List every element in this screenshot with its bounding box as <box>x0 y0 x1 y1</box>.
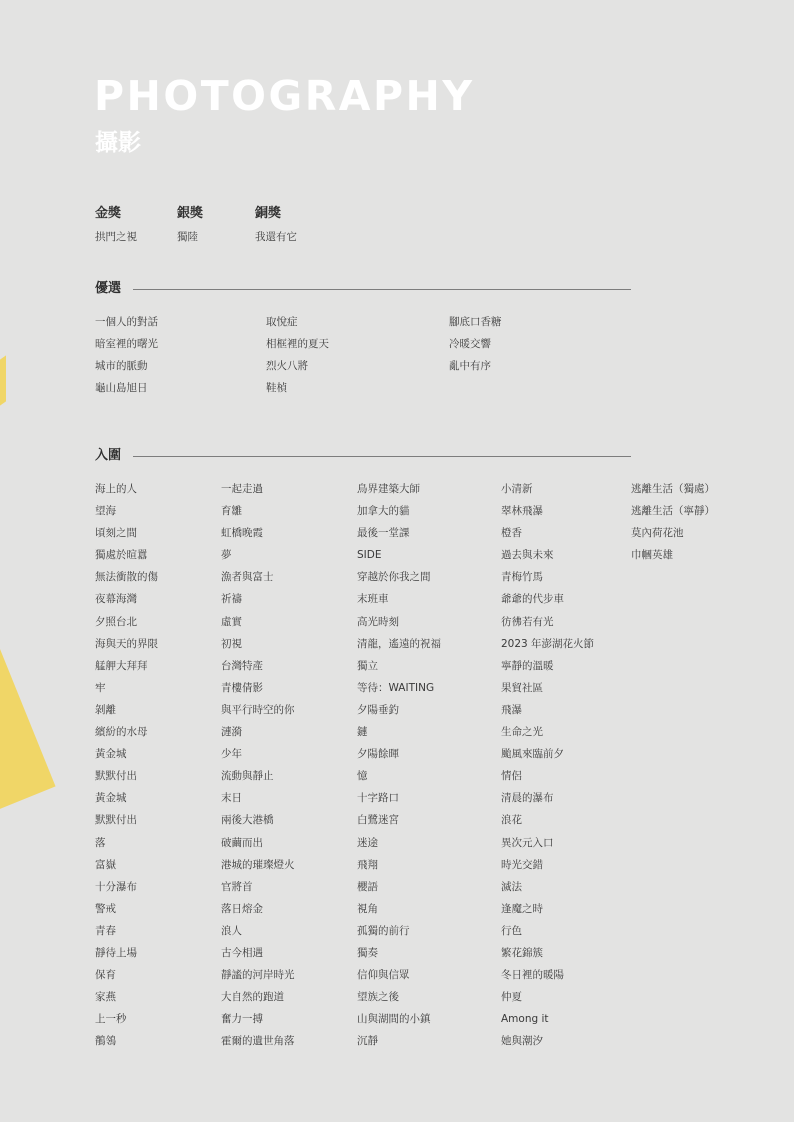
finalists-entry: 橙香 <box>501 527 522 540</box>
finalists-entry: 末日 <box>221 792 242 805</box>
finalists-entry: 黃金城 <box>95 748 127 761</box>
finalists-entry: 落日熔金 <box>221 902 263 915</box>
finalists-entry: 繁花錦簇 <box>501 946 543 959</box>
finalists-entry: 繽紛的水母 <box>95 726 148 739</box>
finalists-entry: 兩後大港橋 <box>221 814 274 827</box>
finalists-entry: 生命之光 <box>501 726 543 739</box>
finalists-entry: 山與湖間的小鎮 <box>357 1013 431 1026</box>
finalists-entry: 流動與靜止 <box>221 770 274 783</box>
finalists-entry: 憶 <box>357 770 368 783</box>
merit-entry: 烈火八將 <box>266 360 308 373</box>
finalists-entry: 獨奏 <box>357 946 378 959</box>
merit-entry: 暗室裡的曙光 <box>95 338 158 351</box>
finalists-entry: 黃金城 <box>95 792 127 805</box>
finalists-entry: 一起走過 <box>221 483 263 495</box>
finalists-entry: 奮力一搏 <box>221 1013 263 1026</box>
yellow-accent-shape-top <box>0 355 6 426</box>
finalists-entry: 過去與未來 <box>501 549 554 562</box>
finalists-entry: 信仰與信眾 <box>357 969 410 982</box>
finalists-entry: 望族之後 <box>357 991 399 1004</box>
finalists-entry: 巾幗英雄 <box>631 549 673 562</box>
finalists-entry: 大自然的跑道 <box>221 991 284 1004</box>
finalists-entry: 夢 <box>221 549 232 562</box>
finalists-entry: 虛實 <box>221 615 242 628</box>
finalists-entry: 鳥界建築大師 <box>357 483 420 495</box>
merit-entry: 腳底口香糖 <box>449 316 502 328</box>
finalists-entry: 育雛 <box>221 505 242 518</box>
finalists-entry: 霍爾的遺世角落 <box>221 1035 295 1048</box>
finalists-entry: 果貿社區 <box>501 681 543 694</box>
merit-label: 優選 <box>95 281 122 296</box>
merit-heading <box>95 280 631 298</box>
finalists-entry: 保育 <box>95 969 116 982</box>
finalists-entry: 落 <box>95 836 106 849</box>
finalists-entry: 時光交錯 <box>501 858 543 871</box>
finalists-entry: 少年 <box>221 748 242 761</box>
finalists-entry: 祈禱 <box>221 593 242 606</box>
finalists-column-2 <box>221 482 295 1056</box>
finalists-entry: 迷途 <box>357 836 378 849</box>
award-silver-label: 銀獎 <box>177 206 204 221</box>
finalists-entry: 台灣特產 <box>221 659 263 672</box>
merit-entry: 冷暖交響 <box>449 338 491 351</box>
merit-entry: 亂中有序 <box>449 360 491 373</box>
finalists-entry: 海上的人 <box>95 483 137 495</box>
finalists-entry: 夜幕海灣 <box>95 593 137 606</box>
merit-entry: 相框裡的夏天 <box>266 338 329 351</box>
award-silver-work: 獨陸 <box>177 231 198 243</box>
finalists-entry: 虹橋晚霞 <box>221 527 263 540</box>
award-silver <box>177 205 203 244</box>
finalists-column-4 <box>501 482 594 1056</box>
finalists-divider <box>133 456 631 457</box>
finalists-entry: 浪人 <box>221 924 242 937</box>
finalists-entry: 飛瀑 <box>501 703 522 716</box>
finalists-entry: 富嶽 <box>95 858 116 871</box>
finalists-entry: 加拿大的貓 <box>357 505 410 518</box>
finalists-entry: 穿越於你我之間 <box>357 571 431 584</box>
finalists-entry: 情侶 <box>501 770 522 783</box>
merit-column-1 <box>95 315 158 403</box>
finalists-entry: 爺爺的代步車 <box>501 593 564 606</box>
finalists-entry: 她與潮汐 <box>501 1035 543 1048</box>
finalists-entry: 最後一堂課 <box>357 527 410 540</box>
merit-entry: 取悅症 <box>266 316 298 328</box>
finalists-column-5 <box>631 482 715 570</box>
finalists-entry: 鏈 <box>357 726 368 739</box>
finalists-entry: 翠林飛瀑 <box>501 505 543 518</box>
finalists-entry: 官將首 <box>221 880 253 893</box>
finalists-entry: 小清新 <box>501 483 533 495</box>
finalists-entry: 獨處於暄囂 <box>95 549 148 562</box>
finalists-entry: 清晨的瀑布 <box>501 792 554 805</box>
finalists-entry: 海與天的界限 <box>95 637 158 650</box>
finalists-entry: 行色 <box>501 924 522 937</box>
finalists-entry: 艋舺大拜拜 <box>95 659 148 672</box>
merit-column-2 <box>266 315 329 403</box>
finalists-entry: 彷彿若有光 <box>501 615 554 628</box>
finalists-label: 入圍 <box>95 448 122 463</box>
finalists-entry: 高光時刻 <box>357 615 399 628</box>
finalists-entry: 警戒 <box>95 902 116 915</box>
finalists-entry: 上一秒 <box>95 1013 127 1026</box>
finalists-entry: 逃離生活（獨處） <box>631 483 715 495</box>
merit-entry: 城市的脈動 <box>95 360 148 373</box>
finalists-entry: 漁者與富士 <box>221 571 274 584</box>
finalists-entry: 青樓倩影 <box>221 681 263 694</box>
finalists-entry: 莫內荷花池 <box>631 527 684 540</box>
finalists-entry: 寧靜的溫暖 <box>501 659 554 672</box>
award-bronze-work: 我還有它 <box>255 231 297 243</box>
finalists-column-3 <box>357 482 441 1056</box>
finalists-entry: 仲夏 <box>501 991 522 1004</box>
finalists-entry: 櫻語 <box>357 880 378 893</box>
finalists-entry: 孤獨的前行 <box>357 924 410 937</box>
finalists-entry: 清龍，遙遠的祝福 <box>357 637 441 650</box>
finalists-entry: 逃離生活（寧靜） <box>631 505 715 518</box>
merit-entry: 龜山島旭日 <box>95 382 148 395</box>
finalists-entry: 默默付出 <box>95 770 137 783</box>
finalists-entry: 十字路口 <box>357 792 399 805</box>
finalists-entry: 異次元入口 <box>501 836 554 849</box>
finalists-entry: 青春 <box>95 924 116 937</box>
page-subtitle: 攝影 <box>95 130 141 156</box>
finalists-entry: 靜謐的河岸時光 <box>221 969 295 982</box>
award-gold <box>95 205 137 244</box>
finalists-entry: 沉靜 <box>357 1035 378 1048</box>
merit-entry: 一個人的對話 <box>95 316 158 328</box>
finalists-entry: 無法衝散的傷 <box>95 571 158 584</box>
finalists-entry: 家燕 <box>95 991 116 1004</box>
award-bronze <box>255 205 297 244</box>
finalists-entry: 十分瀑布 <box>95 880 137 893</box>
merit-entry: 鞋楨 <box>266 382 287 395</box>
finalists-entry: 剝離 <box>95 703 116 716</box>
finalists-entry: 浪花 <box>501 814 522 827</box>
finalists-entry: 冬日裡的暖陽 <box>501 969 564 982</box>
finalists-entry: 初視 <box>221 637 242 650</box>
finalists-entry: 末班車 <box>357 593 389 606</box>
finalists-entry: 古今相遇 <box>221 946 263 959</box>
finalists-entry: 白鷺迷宮 <box>357 814 399 827</box>
finalists-heading <box>95 447 631 465</box>
finalists-entry: 滅法 <box>501 880 522 893</box>
finalists-entry: 牢 <box>95 681 106 694</box>
finalists-entry: 默默付出 <box>95 814 137 827</box>
finalists-entry: 鶺鴒 <box>95 1035 116 1048</box>
finalists-entry: 視角 <box>357 902 378 915</box>
finalists-entry: 漣漪 <box>221 726 242 739</box>
finalists-entry: 夕陽餘暉 <box>357 748 399 761</box>
page-title: PHOTOGRAPHY <box>94 72 475 120</box>
finalists-entry: 獨立 <box>357 659 378 672</box>
finalists-entry: SIDE <box>357 549 382 562</box>
yellow-accent-shape-bottom <box>0 647 56 812</box>
finalists-column-1 <box>95 482 158 1056</box>
finalists-entry: 望海 <box>95 505 116 518</box>
merit-divider <box>133 289 631 290</box>
finalists-entry: 2023 年澎湖花火節 <box>501 637 595 650</box>
finalists-entry: 飛翔 <box>357 858 378 871</box>
finalists-entry: 靜待上場 <box>95 946 137 959</box>
finalists-entry: 頃刻之間 <box>95 527 137 540</box>
finalists-entry: 青梅竹馬 <box>501 571 543 584</box>
finalists-entry: 逢魔之時 <box>501 902 543 915</box>
finalists-entry: 夕照台北 <box>95 615 137 628</box>
award-bronze-label: 銅獎 <box>255 206 282 221</box>
award-gold-work: 拱門之視 <box>95 231 137 243</box>
finalists-entry: 破繭而出 <box>221 836 263 849</box>
finalists-entry: Among it <box>501 1013 549 1026</box>
merit-column-3 <box>449 315 502 381</box>
finalists-entry: 颱風來臨前夕 <box>501 748 564 761</box>
award-gold-label: 金獎 <box>95 206 122 221</box>
finalists-entry: 港城的璀璨燈火 <box>221 858 295 871</box>
finalists-entry: 等待：WAITING <box>357 681 435 694</box>
finalists-entry: 夕陽垂釣 <box>357 703 399 716</box>
finalists-entry: 與平行時空的你 <box>221 703 295 716</box>
